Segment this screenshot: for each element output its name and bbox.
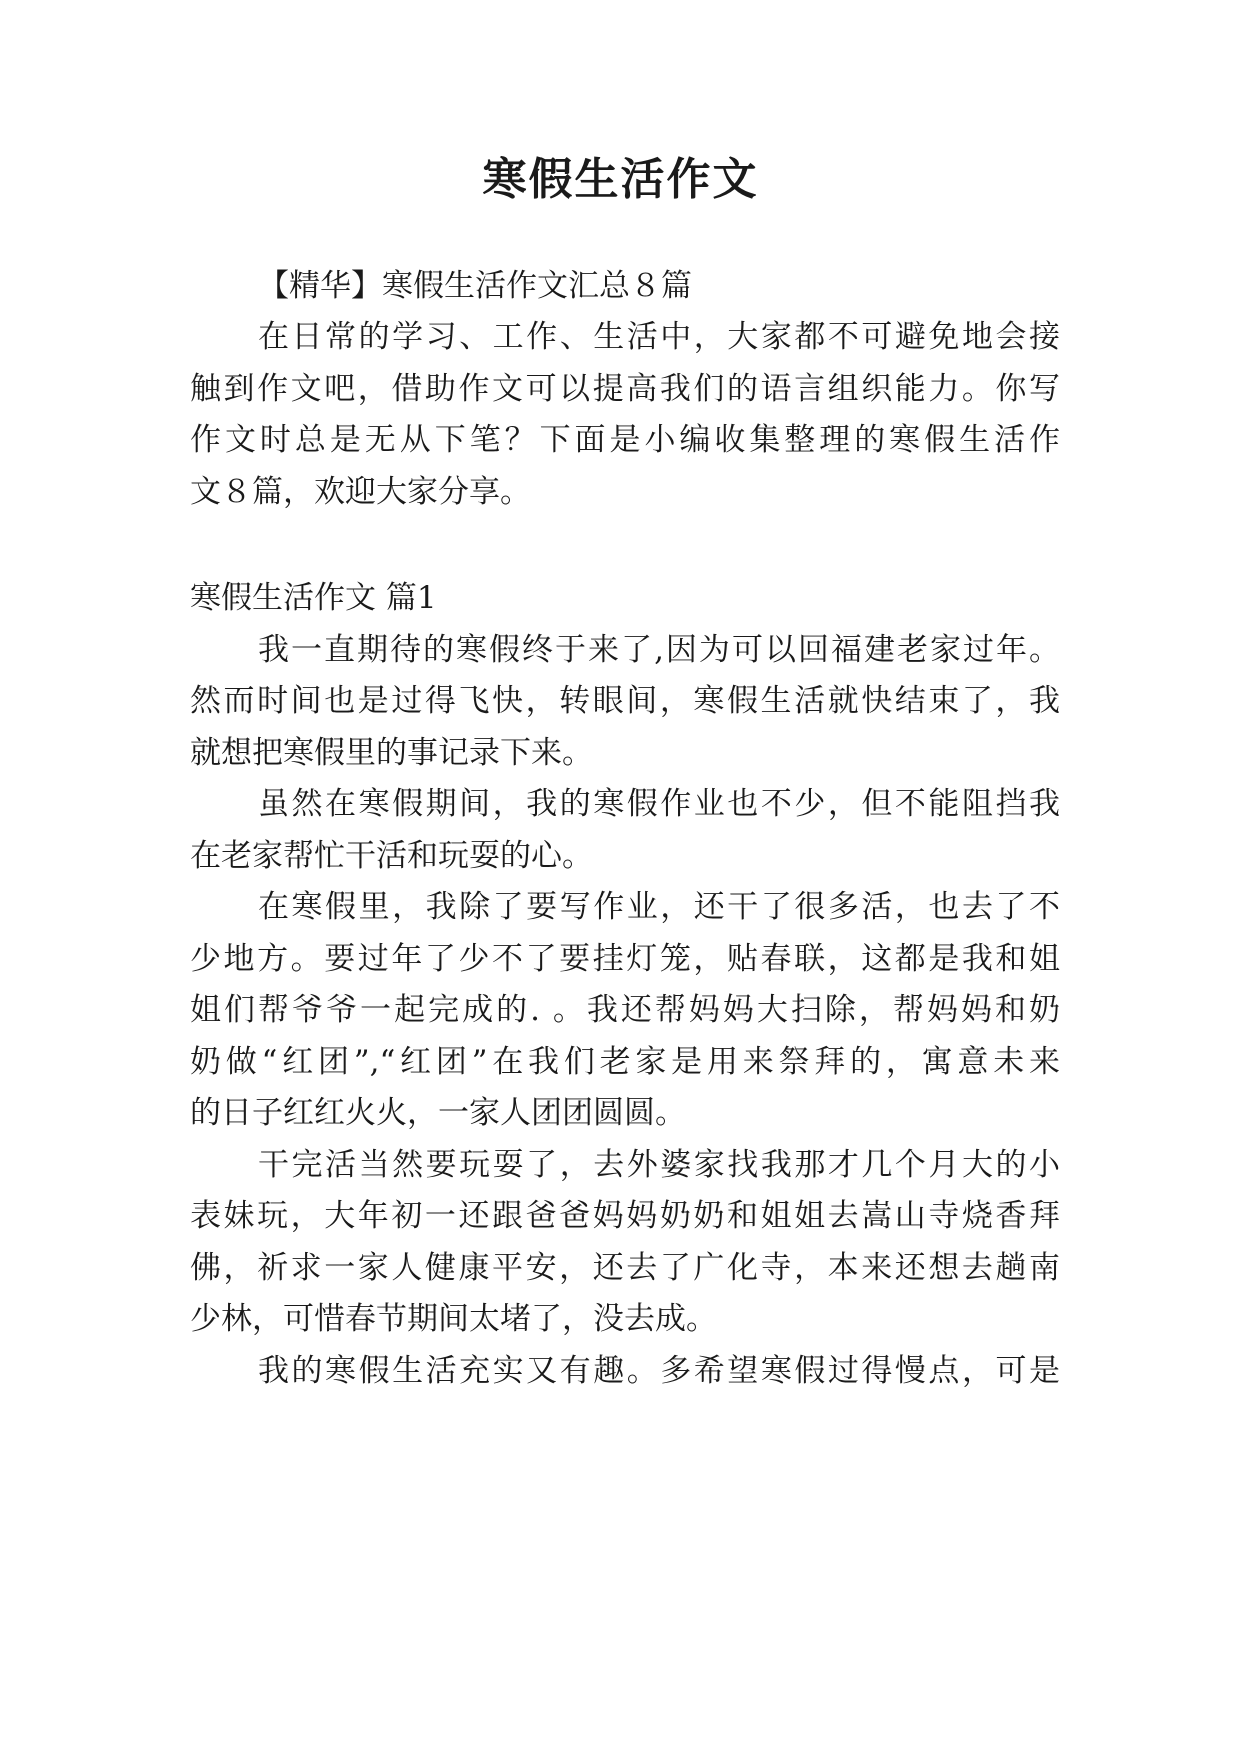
document-title: 寒假生活作文	[482, 154, 759, 205]
paragraph-line: 虽然在寒假期间，我的寒假作业也不少，但不能阻挡我	[258, 786, 1060, 822]
paragraph-line: 在老家帮忙干活和玩耍的心。	[190, 838, 593, 874]
paragraph-line: 少地方。要过年了少不了要挂灯笼，贴春联，这都是我和姐	[190, 941, 1060, 977]
paragraph-line: 我一直期待的寒假终于来了,因为可以回福建老家过年。	[258, 632, 1060, 668]
intro-paragraph-line: 文８篇，欢迎大家分享。	[190, 474, 531, 510]
intro-heading-line: 【精华】寒假生活作文汇总８篇	[258, 268, 692, 304]
paragraph-line: 然而时间也是过得飞快，转眼间，寒假生活就快结束了，我	[190, 683, 1060, 719]
paragraph-line: 就想把寒假里的事记录下来。	[190, 735, 593, 771]
paragraph-line: 的日子红红火火，一家人团团圆圆。	[190, 1095, 686, 1131]
paragraph-line: 我的寒假生活充实又有趣。多希望寒假过得慢点，可是	[258, 1353, 1060, 1389]
paragraph-line: 干完活当然要玩耍了，去外婆家找我那才几个月大的小	[258, 1147, 1060, 1183]
section-heading: 寒假生活作文 篇1	[190, 580, 437, 616]
paragraph-line: 表妹玩，大年初一还跟爸爸妈妈奶奶和姐姐去嵩山寺烧香拜	[190, 1198, 1060, 1234]
paragraph-line: 姐们帮爷爷一起完成的. 。我还帮妈妈大扫除，帮妈妈和奶	[190, 992, 1060, 1028]
paragraph-line: 奶做“红团”,“红团”在我们老家是用来祭拜的，寓意未来	[190, 1044, 1060, 1080]
intro-paragraph-line: 触到作文吧，借助作文可以提高我们的语言组织能力。你写	[190, 371, 1060, 407]
intro-paragraph-line: 在日常的学习、工作、生活中，大家都不可避免地会接	[258, 319, 1060, 355]
paragraph-line: 在寒假里，我除了要写作业，还干了很多活，也去了不	[258, 889, 1060, 925]
paragraph-line: 佛，祈求一家人健康平安，还去了广化寺，本来还想去趟南	[190, 1250, 1060, 1286]
intro-paragraph-line: 作文时总是无从下笔？下面是小编收集整理的寒假生活作	[190, 422, 1060, 458]
paragraph-line: 少林，可惜春节期间太堵了，没去成。	[190, 1301, 717, 1337]
